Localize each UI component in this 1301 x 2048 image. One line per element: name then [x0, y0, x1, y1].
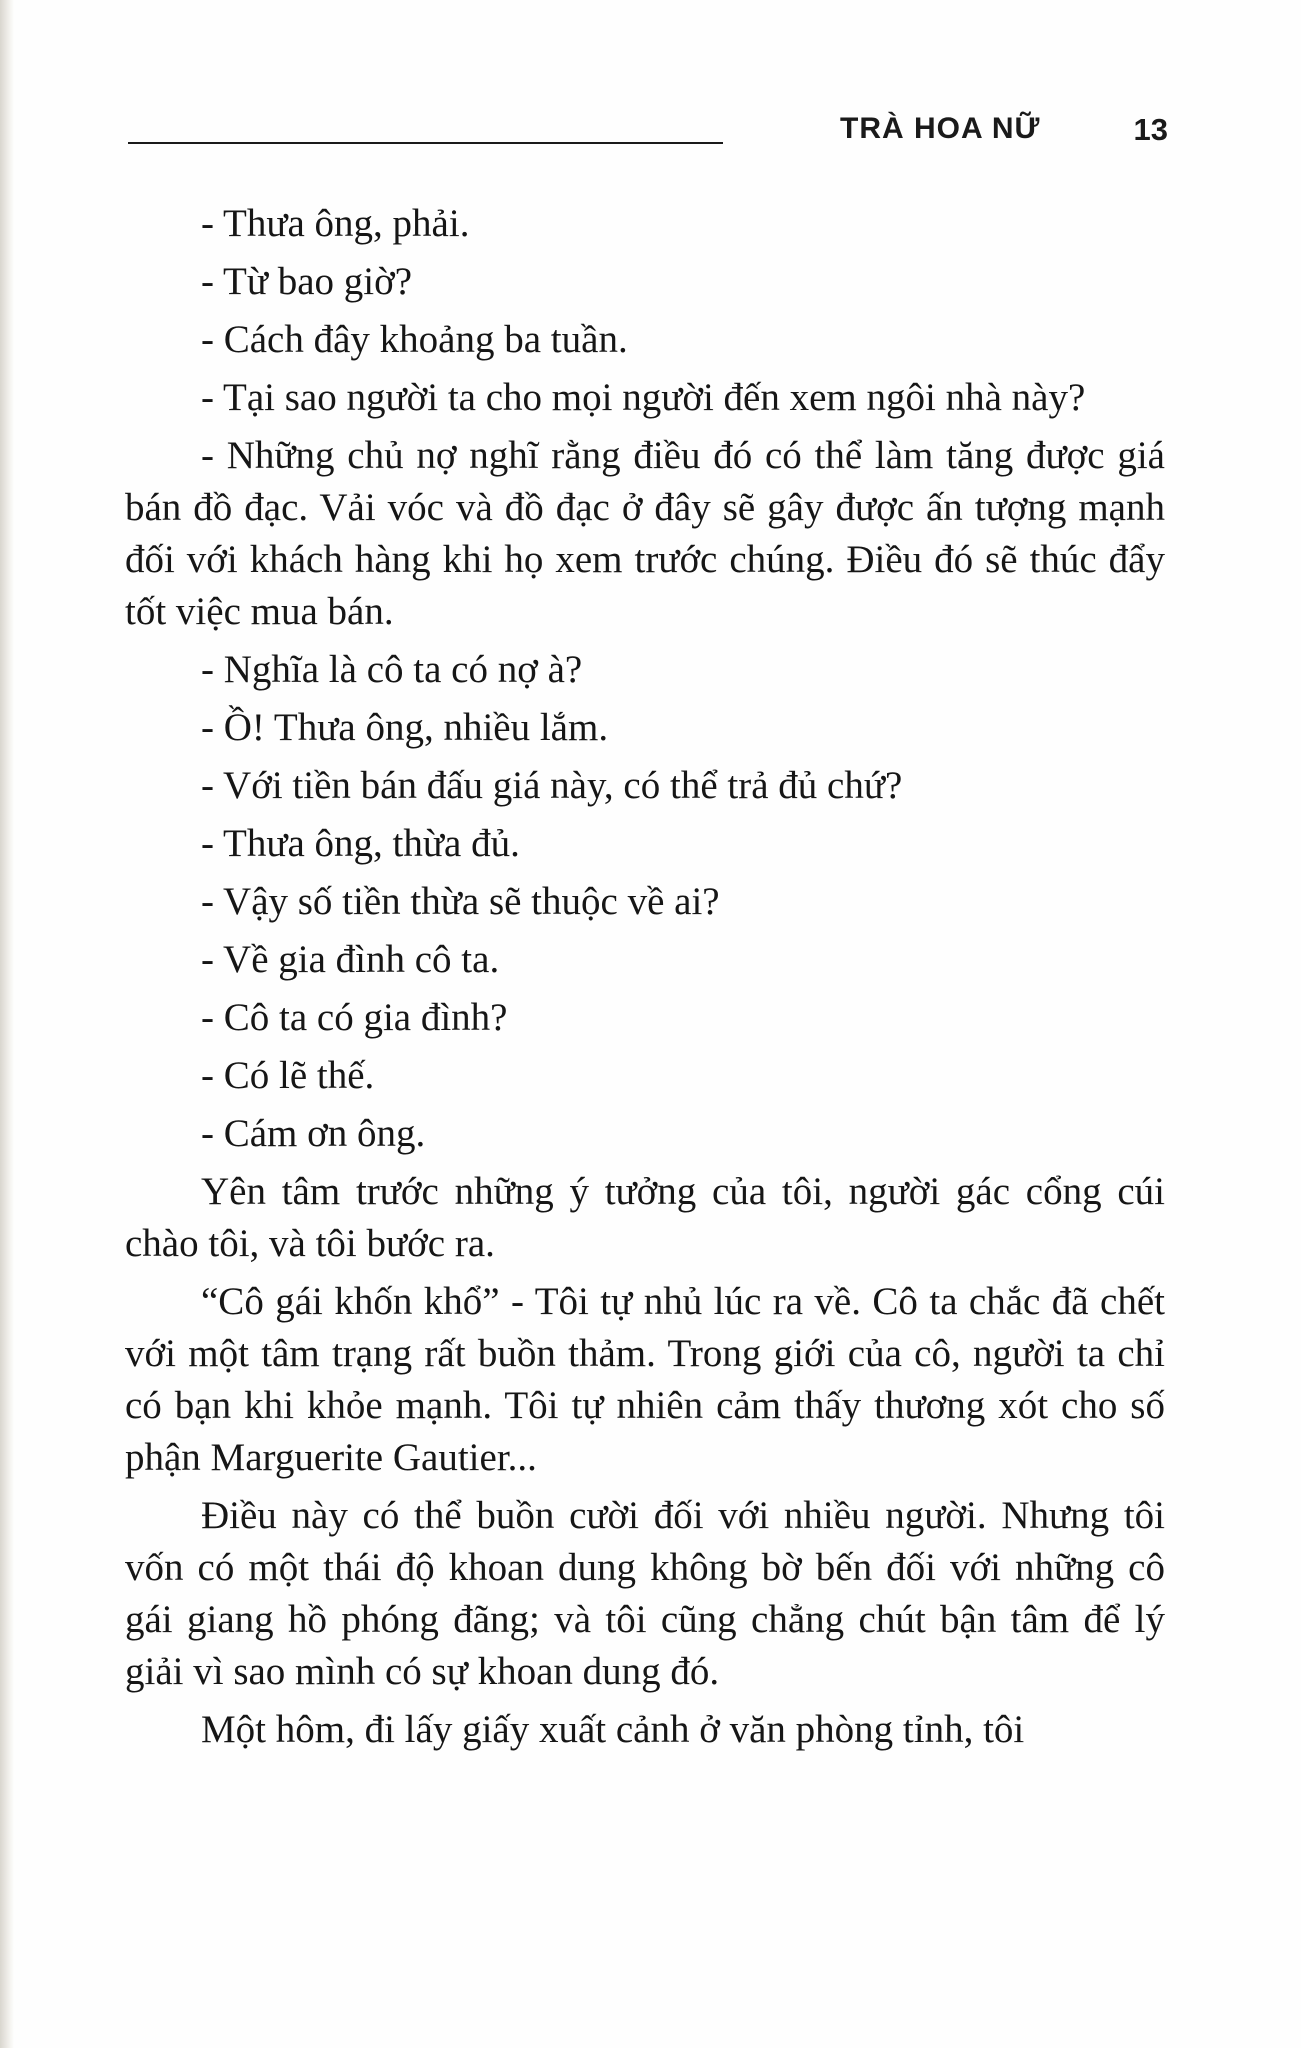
page-number: 13 [1133, 112, 1168, 147]
paragraph: “Cô gái khốn khổ” - Tôi tự nhủ lúc ra về. Cô ta chắc đã chết với một tâm trạng rất buồn thảm. Trong giới của cô, người ta chỉ có bạn khi khỏe mạnh. Tôi tự nhiên cảm thấy thương xót cho số phận Marguerite Gautier... [125, 1280, 1165, 1479]
dialogue-line: - Thưa ông, thừa đủ. [201, 822, 520, 865]
dialogue-line: - Với tiền bán đấu giá này, có thể trả đủ chứ? [201, 764, 903, 807]
dialogue-line: - Nghĩa là cô ta có nợ à? [201, 648, 583, 691]
page-spine-shadow [0, 0, 14, 2048]
book-title: TRÀ HOA NỮ [840, 112, 1041, 145]
dialogue-line: - Cô ta có gia đình? [201, 996, 508, 1039]
paragraph: Một hôm, đi lấy giấy xuất cảnh ở văn phòng tỉnh, tôi [201, 1708, 1025, 1751]
paragraph: - Tại sao người ta cho mọi người đến xem ngôi nhà này? [201, 376, 1086, 419]
dialogue-line: - Cám ơn ông. [201, 1112, 426, 1155]
paragraph: Điều này có thể buồn cười đối với nhiều người. Nhưng tôi vốn có một thái độ khoan dung không bờ bến đối với những cô gái giang hồ phóng đãng; và tôi cũng chẳng chút bận tâm để lý giải vì sao mình có sự khoan dung đó. [125, 1494, 1165, 1693]
dialogue-line: - Về gia đình cô ta. [201, 938, 500, 981]
dialogue-line: - Thưa ông, phải. [201, 202, 470, 245]
paragraph: - Những chủ nợ nghĩ rằng điều đó có thể làm tăng được giá bán đồ đạc. Vải vóc và đồ đạc ở đây sẽ gây được ấn tượng mạnh đối với khách hàng khi họ xem trước chúng. Điều đó sẽ thúc đẩy tốt việc mua bán. [125, 434, 1165, 633]
dialogue-line: - Vậy số tiền thừa sẽ thuộc về ai? [201, 880, 720, 923]
header-rule [128, 142, 723, 144]
dialogue-line: - Cách đây khoảng ba tuần. [201, 318, 628, 361]
paragraph: Yên tâm trước những ý tưởng của tôi, người gác cổng cúi chào tôi, và tôi bước ra. [125, 1170, 1165, 1265]
dialogue-line: - Ồ! Thưa ông, nhiều lắm. [201, 706, 609, 749]
dialogue-line: - Có lẽ thế. [201, 1054, 375, 1097]
dialogue-line: - Từ bao giờ? [201, 260, 413, 303]
body-text [125, 198, 1165, 1762]
running-header [128, 112, 1168, 152]
